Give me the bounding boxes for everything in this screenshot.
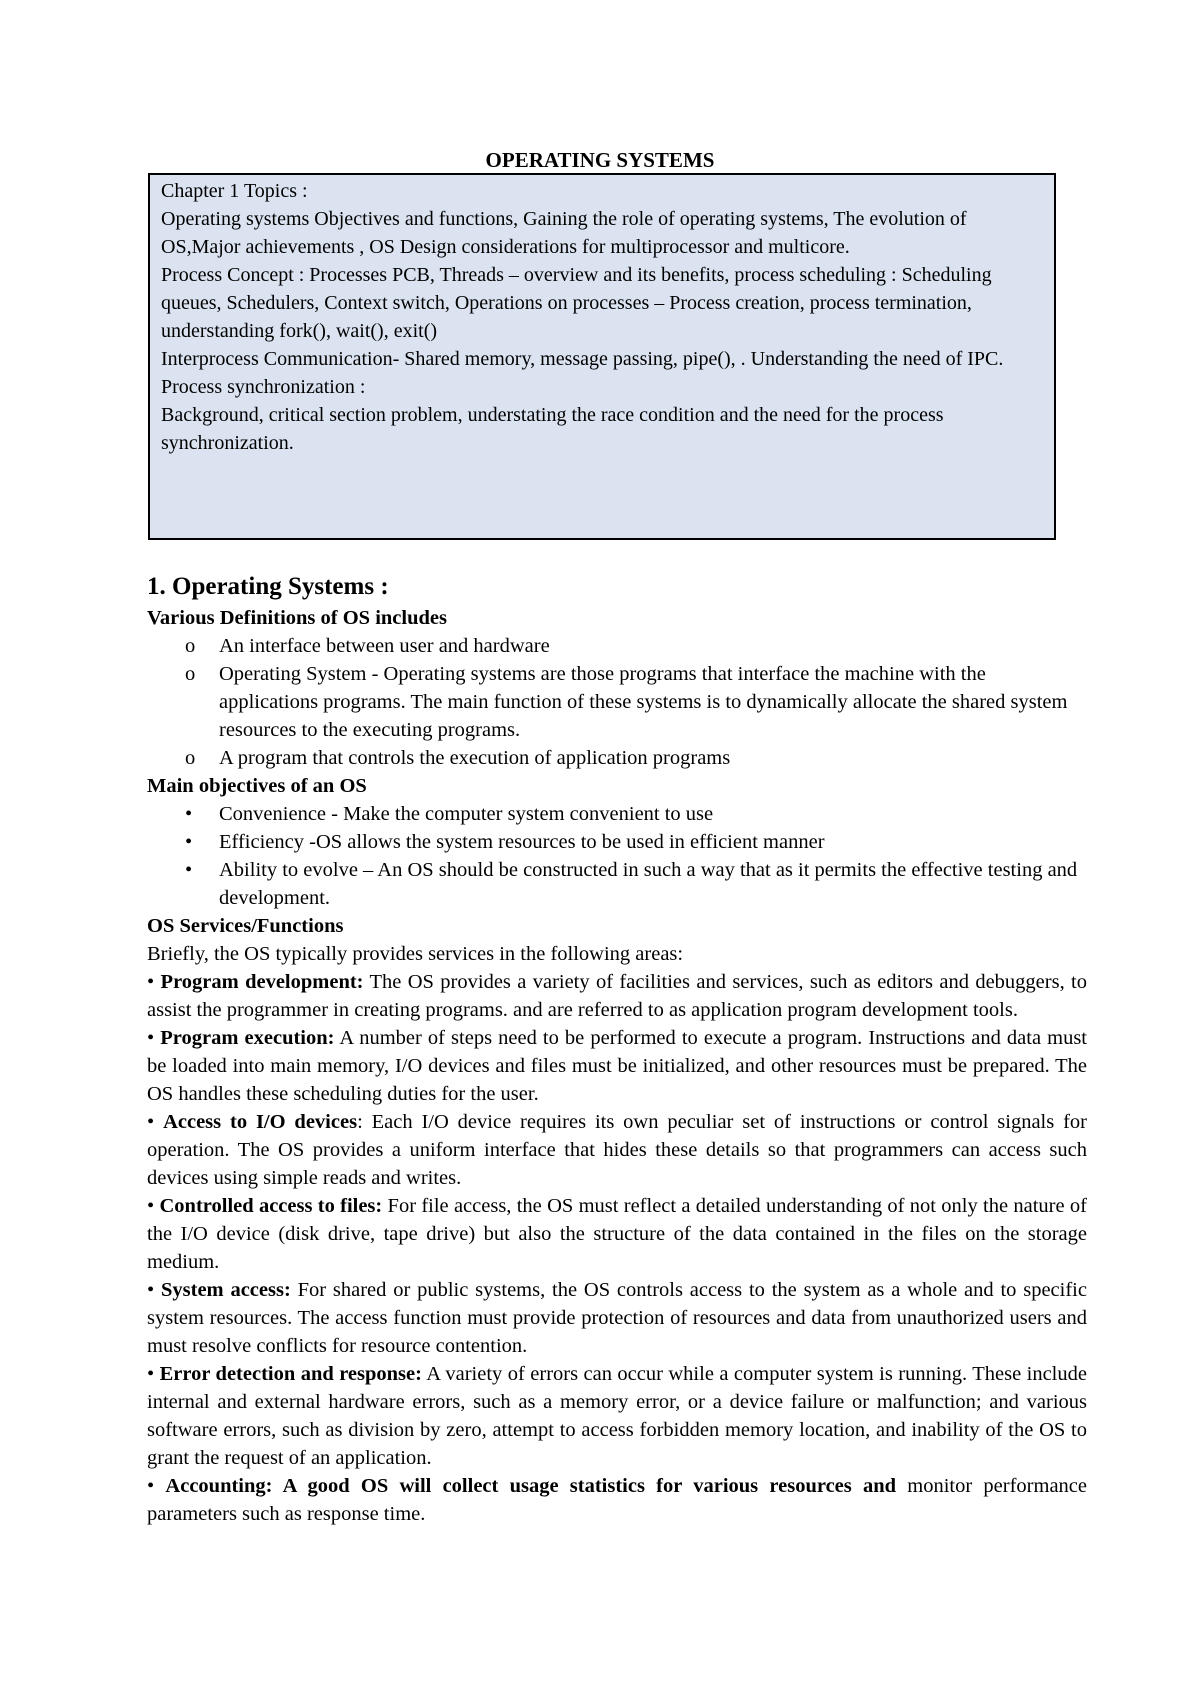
list-item bbox=[147, 744, 1087, 772]
circle-bullet-icon: o bbox=[185, 663, 196, 685]
service-text: A variety of errors can occur while a computer system is running. These include internal and external hardware errors, such as a memory error, or a device failure or malfunction; and various software errors, such as division by zero, attempt to access forbidden memory location, and inability of the OS to grant the request of an application. bbox=[147, 1363, 1087, 1469]
list-item bbox=[147, 856, 1087, 912]
list-item-text: Convenience - Make the computer system convenient to use bbox=[219, 803, 714, 825]
circle-bullet-icon: o bbox=[185, 747, 196, 769]
service-text: monitor performance parameters such as response time. bbox=[147, 1475, 1088, 1525]
service-paragraph bbox=[147, 1472, 1087, 1528]
bullet-icon: • bbox=[185, 831, 193, 853]
service-text: For file access, the OS must reflect a detailed understanding of not only the nature of the I/O device (disk drive, tape drive) but also the structure of the data contained in the files on the storage medium. bbox=[147, 1195, 1087, 1273]
bullet-icon: • bbox=[147, 1279, 161, 1301]
bullet-icon: • bbox=[147, 1027, 161, 1049]
service-text: A number of steps need to be performed to execute a program. Instructions and data must be loaded into main memory, I/O devices and files must be initialized, and other resources must be prepared. The OS handles these scheduling duties for the user. bbox=[147, 1027, 1087, 1105]
bullet-icon: • bbox=[147, 1111, 164, 1133]
service-label: Error detection and response: bbox=[159, 1363, 422, 1385]
list-item-text: A program that controls the execution of application programs bbox=[219, 747, 731, 769]
list-item bbox=[147, 828, 1087, 856]
list-item-text: An interface between user and hardware bbox=[219, 635, 550, 657]
bullet-icon: • bbox=[185, 803, 193, 825]
circle-bullet-icon: o bbox=[185, 635, 196, 657]
chapter-topics-box bbox=[148, 173, 1056, 540]
bullet-icon: • bbox=[147, 1475, 166, 1497]
definitions-list bbox=[147, 632, 1087, 772]
section-operating-systems bbox=[147, 570, 1087, 1528]
section-title: 1. Operating Systems : bbox=[147, 573, 389, 600]
service-paragraph bbox=[147, 1360, 1087, 1472]
topics-line: Interprocess Communication- Shared memory, message passing, pipe(), . Understanding the need of IPC. bbox=[161, 348, 1004, 370]
service-paragraph bbox=[147, 1192, 1087, 1276]
service-paragraph bbox=[147, 968, 1087, 1024]
list-item-text: Operating System - Operating systems are those programs that interface the machine with the applications programs. The main function of these systems is to dynamically allocate the shared system resources to the executing programs. bbox=[219, 663, 1068, 741]
service-label: Program development: bbox=[160, 971, 364, 993]
service-text: : Each I/O device requires its own peculiar set of instructions or control signals for operation. The OS provides a uniform interface that hides these details so that programmers can access such devices using simple reads and writes. bbox=[147, 1111, 1088, 1189]
services-heading: OS Services/Functions bbox=[147, 915, 344, 937]
service-paragraph bbox=[147, 1276, 1087, 1360]
topics-line: Process synchronization : bbox=[161, 376, 366, 398]
service-label: Access to I/O devices bbox=[163, 1111, 358, 1133]
objectives-list bbox=[147, 800, 1087, 912]
service-text: For shared or public systems, the OS controls access to the system as a whole and to specific system resources. The access function must provide protection of resources and data from unauthorized users and must resolve conflicts for resource contention. bbox=[147, 1279, 1087, 1357]
document-title: OPERATING SYSTEMS bbox=[485, 148, 715, 172]
service-label: System access: bbox=[161, 1279, 291, 1301]
bullet-icon: • bbox=[147, 1363, 160, 1385]
service-paragraph bbox=[147, 1024, 1087, 1108]
list-item-text: Ability to evolve – An OS should be constructed in such a way that as it permits the effective testing and development. bbox=[219, 859, 1078, 909]
topics-line: Background, critical section problem, understating the race condition and the need for the process synchronization. bbox=[161, 404, 944, 454]
service-paragraph bbox=[147, 1108, 1087, 1192]
objectives-heading: Main objectives of an OS bbox=[147, 775, 367, 797]
topics-line: Chapter 1 Topics : bbox=[161, 180, 308, 202]
service-text: The OS provides a variety of facilities and services, such as editors and debuggers, to assist the programmer in creating programs. and are referred to as application program development tools. bbox=[147, 971, 1087, 1021]
bullet-icon: • bbox=[147, 1195, 160, 1217]
definitions-heading: Various Definitions of OS includes bbox=[147, 607, 447, 629]
list-item bbox=[147, 800, 1087, 828]
service-label: Controlled access to files: bbox=[159, 1195, 383, 1217]
bullet-icon: • bbox=[185, 859, 193, 881]
bullet-icon: • bbox=[147, 971, 161, 993]
list-item bbox=[147, 660, 1087, 744]
list-item bbox=[147, 632, 1087, 660]
topics-line: Operating systems Objectives and functions, Gaining the role of operating systems, The evolution of OS,Major achievements , OS Design considerations for multiprocessor and multicore. bbox=[161, 208, 967, 258]
service-label: Program execution: bbox=[160, 1027, 335, 1049]
service-label: Accounting: A good OS will collect usage statistics for various resources and bbox=[165, 1475, 897, 1497]
services-intro: Briefly, the OS typically provides services in the following areas: bbox=[147, 943, 684, 965]
list-item-text: Efficiency -OS allows the system resources to be used in efficient manner bbox=[219, 831, 825, 853]
topics-line: Process Concept : Processes PCB, Threads – overview and its benefits, process scheduling : Scheduling queues, Schedulers, Context switch, Operations on processes – Process creation, process termination, understanding fork(), wait(), exit() bbox=[161, 264, 992, 342]
